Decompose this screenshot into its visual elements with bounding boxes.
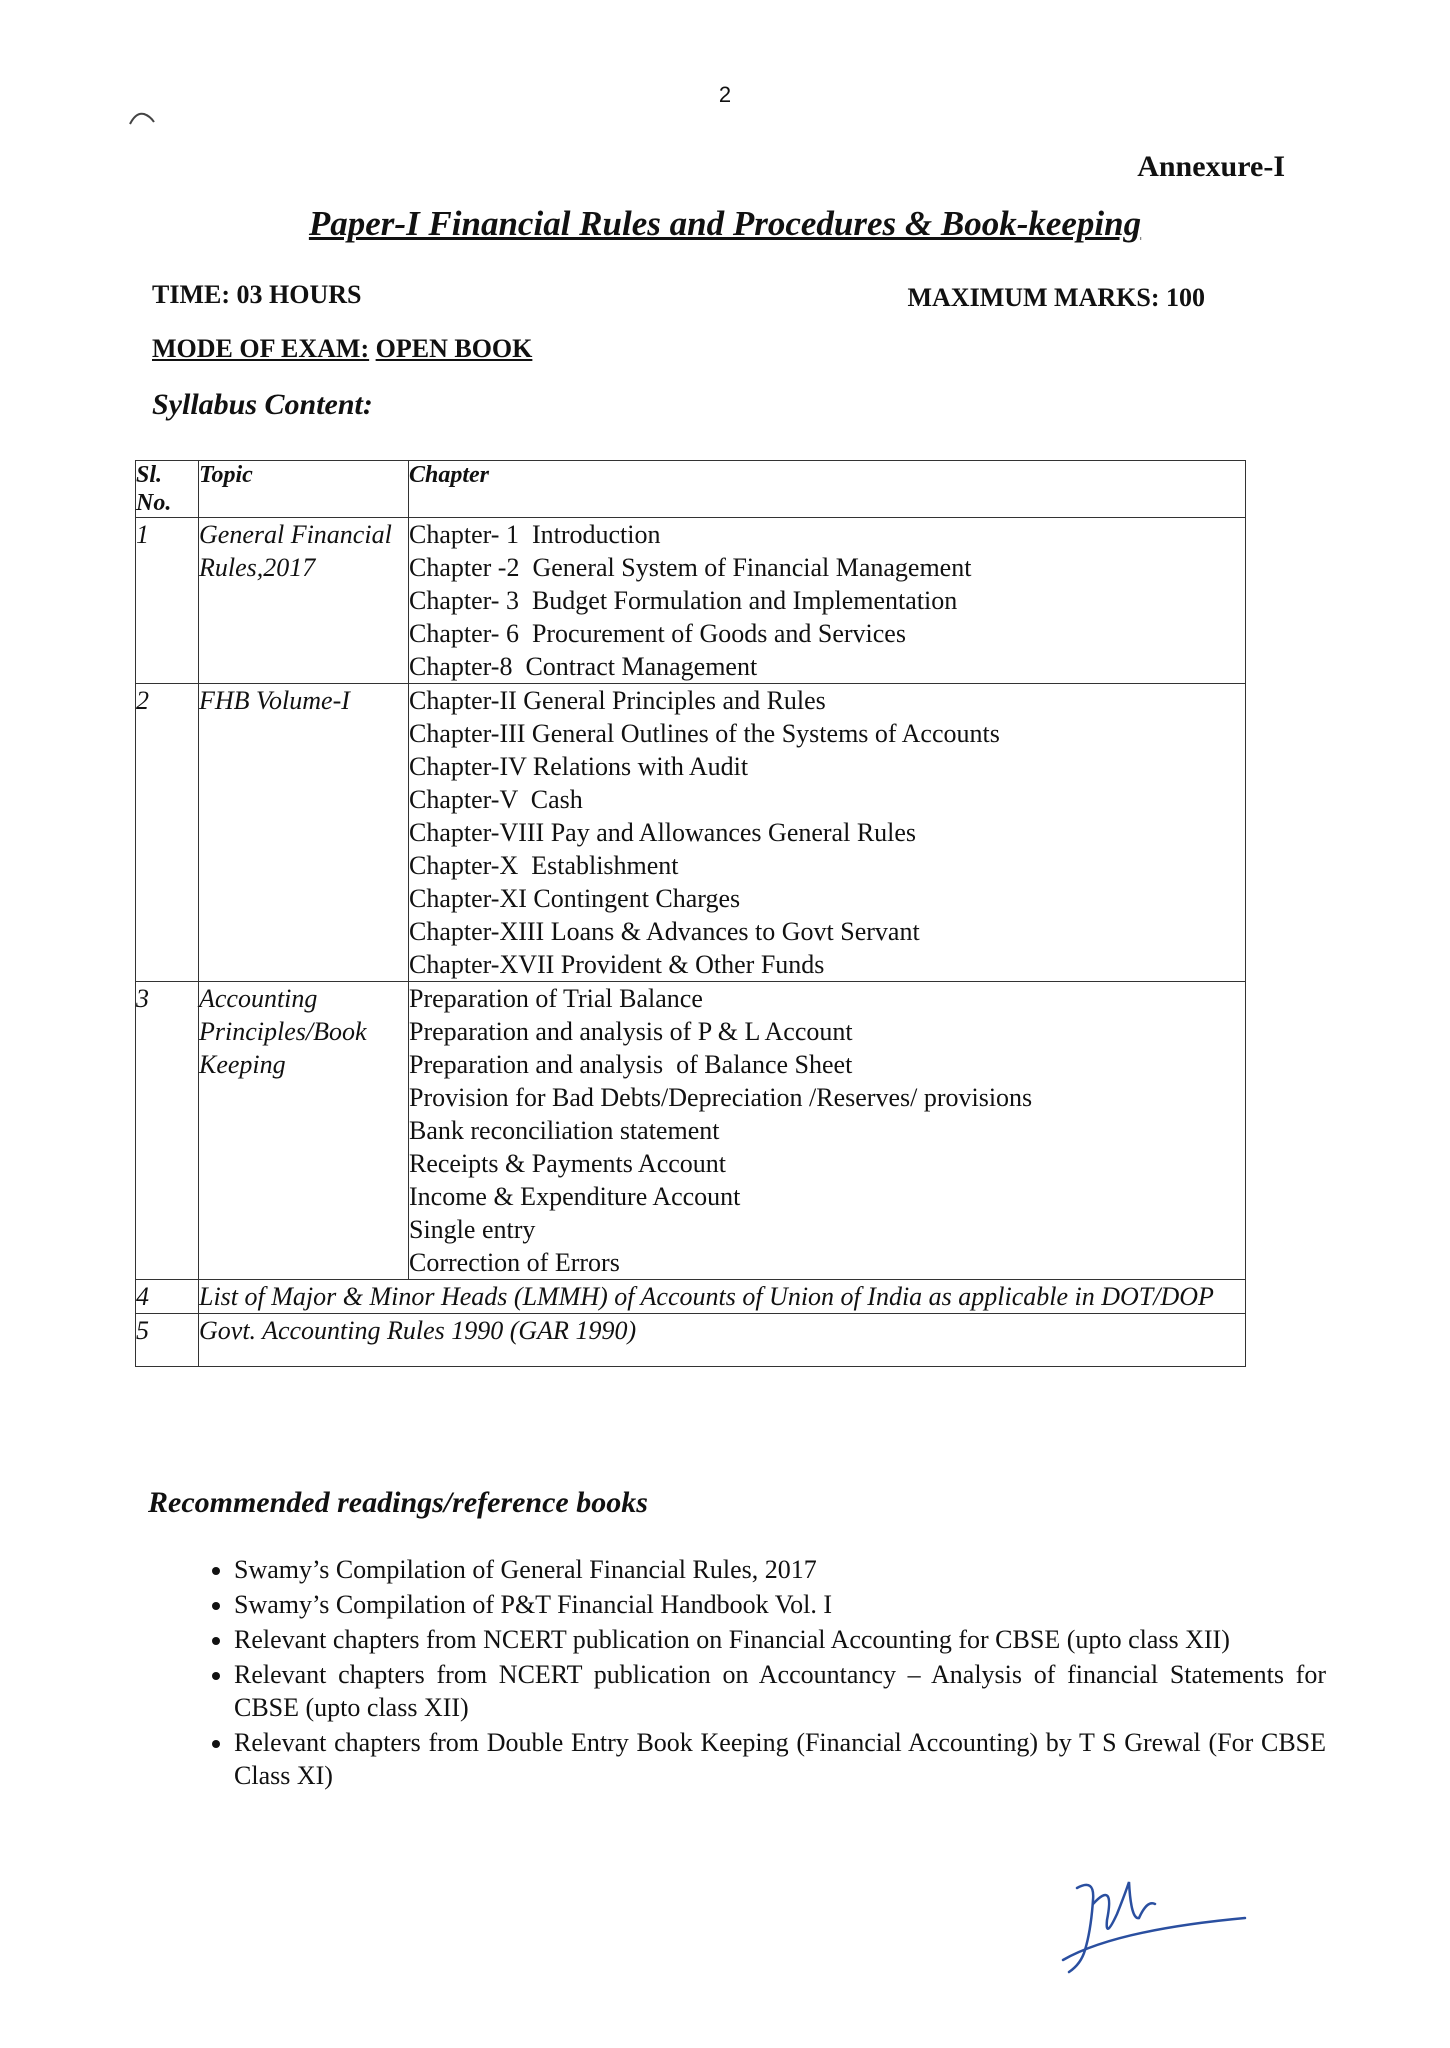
row-sl: 1 [136, 518, 199, 684]
chapter-item: Preparation and analysis of Balance Sheet [409, 1050, 853, 1079]
readings-list [190, 1553, 1326, 1794]
row-sl: 4 [136, 1280, 199, 1314]
list-item: • Swamy’s Compilation of General Financial Rules, 2017 [234, 1553, 1326, 1586]
table-row [136, 518, 1246, 684]
exam-time: TIME: 03 HOURS [152, 280, 362, 309]
chapter-item: Chapter- 3 Budget Formulation and Implementation [409, 586, 958, 615]
exam-mode-value: OPEN BOOK [375, 334, 533, 363]
chapter-item: Chapter-VIII Pay and Allowances General Rules [409, 818, 917, 847]
exam-max-marks: MAXIMUM MARKS: 100 [907, 283, 1205, 312]
row-sl: 5 [136, 1314, 199, 1367]
header-topic: Topic [199, 461, 409, 518]
row-topic-wide: List of Major & Minor Heads (LMMH) of Accounts of Union of India as applicable in DOT/DOP [199, 1280, 1246, 1314]
list-item: • Swamy’s Compilation of P&T Financial Handbook Vol. I [234, 1588, 1326, 1621]
page-number: 2 [718, 82, 732, 107]
header-sl-no: Sl. No. [136, 461, 199, 518]
chapter-item: Chapter-III General Outlines of the Systems of Accounts [409, 719, 1000, 748]
exam-mode-label: MODE OF EXAM: [152, 334, 370, 363]
exam-mode [152, 334, 532, 364]
chapter-item: Preparation and analysis of P & L Account [409, 1017, 853, 1046]
chapter-item: Preparation of Trial Balance [409, 984, 703, 1013]
chapter-item: Single entry [409, 1215, 536, 1244]
annexure-label: Annexure-I [1137, 150, 1285, 183]
table-row [136, 684, 1246, 982]
paper-title: Paper-I Financial Rules and Procedures & Book-keeping [308, 204, 1142, 243]
chapter-item: Receipts & Payments Account [409, 1149, 727, 1178]
readings-heading: Recommended readings/reference books [148, 1486, 648, 1519]
table-row [136, 1314, 1246, 1367]
chapter-item: Chapter-XIII Loans & Advances to Govt Servant [409, 917, 920, 946]
row-chapters [409, 518, 1246, 684]
syllabus-table [135, 460, 1246, 1367]
table-header-row [136, 461, 1246, 518]
chapter-item: Provision for Bad Debts/Depreciation /Reserves/ provisions [409, 1083, 1033, 1112]
list-item: • Relevant chapters from NCERT publication on Financial Accounting for CBSE (upto class XII) [234, 1623, 1326, 1656]
chapter-item: Chapter- 6 Procurement of Goods and Services [409, 619, 906, 648]
table-row [136, 982, 1246, 1280]
list-item: • Relevant chapters from NCERT publication on Accountancy – Analysis of financial Statements for CBSE (upto class XII) [234, 1658, 1326, 1724]
chapter-item: Chapter-8 Contract Management [409, 652, 758, 681]
handwritten-signature [1055, 1860, 1255, 1980]
chapter-item: Correction of Errors [409, 1248, 620, 1277]
chapter-item: Chapter -2 General System of Financial Management [409, 553, 972, 582]
stray-pen-mark [128, 108, 158, 128]
chapter-item: Chapter-IV Relations with Audit [409, 752, 749, 781]
chapter-item: Chapter-V Cash [409, 785, 583, 814]
row-topic: Accounting Principles/Book Keeping [199, 982, 409, 1280]
chapter-item: Chapter-XVII Provident & Other Funds [409, 950, 825, 979]
chapter-item: Chapter-X Establishment [409, 851, 679, 880]
chapter-item: Chapter-XI Contingent Charges [409, 884, 741, 913]
row-chapters [409, 684, 1246, 982]
chapter-item: Chapter- 1 Introduction [409, 520, 661, 549]
row-sl: 2 [136, 684, 199, 982]
row-sl: 3 [136, 982, 199, 1280]
list-item: • Relevant chapters from Double Entry Book Keeping (Financial Accounting) by T S Grewal (For CBSE Class XI) [234, 1726, 1326, 1792]
chapter-item: Chapter-II General Principles and Rules [409, 686, 826, 715]
header-chapter: Chapter [409, 461, 1246, 518]
row-topic: General Financial Rules,2017 [199, 518, 409, 684]
table-row [136, 1280, 1246, 1314]
row-topic-wide: Govt. Accounting Rules 1990 (GAR 1990) [199, 1314, 1246, 1367]
row-chapters [409, 982, 1246, 1280]
chapter-item: Bank reconciliation statement [409, 1116, 720, 1145]
chapter-item: Income & Expenditure Account [409, 1182, 741, 1211]
row-topic: FHB Volume-I [199, 684, 409, 982]
syllabus-heading: Syllabus Content: [152, 388, 373, 421]
